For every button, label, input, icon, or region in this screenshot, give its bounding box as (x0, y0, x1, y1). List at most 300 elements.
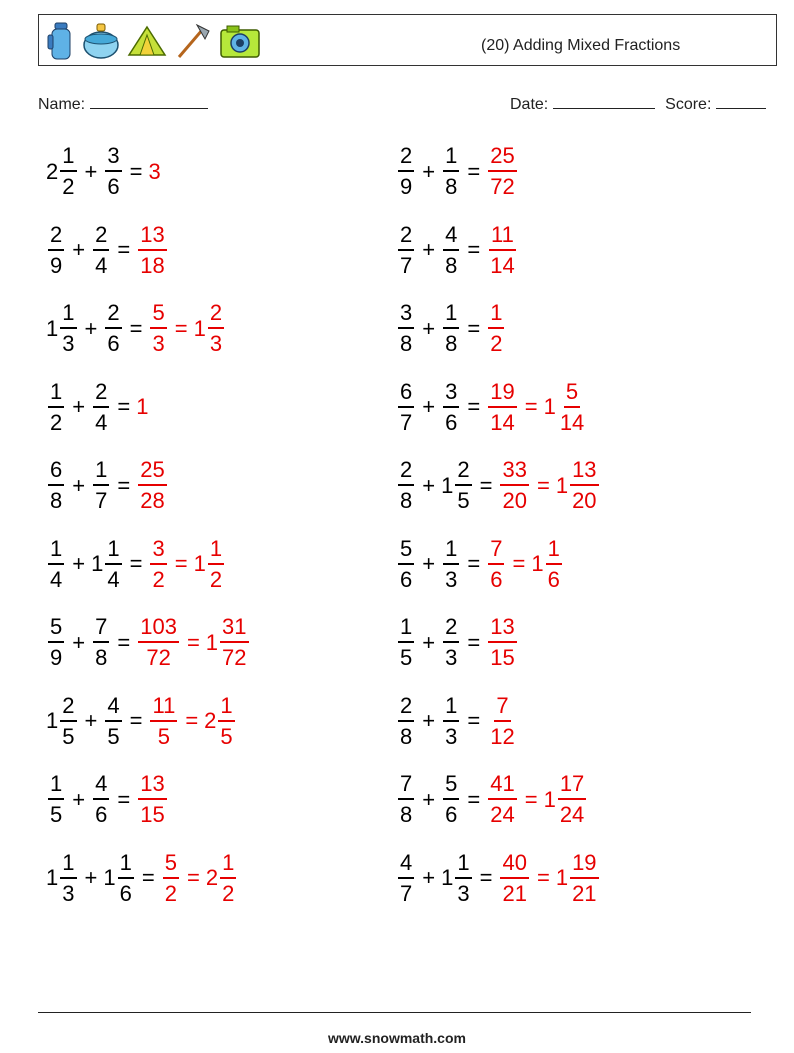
answer-part-2-fraction (558, 773, 586, 826)
plus-sign: + (422, 158, 436, 184)
problem-11 (46, 535, 226, 592)
operand-b-numerator: 1 (93, 459, 109, 486)
operand-b-numerator: 1 (455, 852, 471, 879)
answer (136, 773, 168, 826)
answer-part-1-numerator: 103 (138, 616, 179, 643)
answer-part-2-whole: 2 (204, 708, 217, 733)
operand-a-fraction (48, 773, 64, 826)
answer-part-1-fraction (138, 221, 166, 278)
operand-a-numerator: 1 (60, 852, 76, 879)
answer (486, 616, 518, 669)
plus-sign: + (422, 315, 436, 341)
operand-a-numerator: 2 (60, 695, 76, 722)
operand-b-fraction (443, 535, 459, 592)
footer-divider (38, 1012, 751, 1013)
answer-part-1-numerator: 13 (138, 773, 166, 800)
answer-part-1-numerator: 11 (489, 224, 516, 251)
answer-part-1-fraction (138, 773, 166, 826)
operand-b-fraction (443, 773, 459, 826)
operand-a-denominator: 7 (400, 409, 413, 435)
answer (486, 145, 518, 198)
problem-15 (46, 692, 237, 749)
answer-part-2-numerator: 1 (220, 852, 236, 879)
answer (498, 849, 600, 906)
answer-part-1-numerator: 40 (500, 852, 528, 879)
answer-part-2-fraction (208, 302, 224, 355)
answer-part-2-numerator: 2 (208, 302, 224, 329)
operand-b-denominator: 8 (95, 645, 108, 670)
answer-equals-sign: = (174, 551, 188, 576)
plus-sign: + (422, 394, 436, 419)
problem-18 (396, 773, 588, 826)
operand-a-fraction (398, 692, 414, 749)
operand-b-fraction (443, 378, 459, 435)
operand-a-numerator: 1 (398, 616, 414, 643)
operand-a-denominator: 8 (50, 488, 63, 513)
answer-part-1-denominator: 6 (490, 566, 503, 592)
operand-a-numerator: 7 (398, 773, 414, 800)
operand-b-numerator: 4 (93, 773, 109, 800)
operand-a-denominator: 3 (62, 331, 75, 356)
answer-part-2-numerator: 1 (218, 695, 234, 722)
problem-6 (396, 302, 506, 355)
answer (486, 302, 506, 355)
operand-b-fraction (93, 221, 109, 278)
answer-part-2-denominator: 5 (220, 723, 233, 749)
answer-part-2-whole: 1 (193, 315, 206, 341)
answer-part-2-denominator: 24 (559, 802, 585, 827)
equals-sign: = (467, 551, 481, 576)
operand-a-denominator: 7 (400, 880, 413, 906)
problem-2 (396, 145, 519, 198)
answer-part-2-denominator: 2 (222, 880, 235, 906)
plus-sign: + (422, 237, 436, 262)
answer-part-1-fraction (488, 302, 504, 355)
operand-b-numerator: 2 (93, 224, 109, 251)
operand-a-denominator: 6 (400, 566, 413, 592)
answer-part-1-denominator: 24 (490, 802, 515, 827)
operand-b-numerator: 3 (105, 145, 121, 172)
answer-part-1-numerator: 3 (150, 538, 166, 565)
equals-sign: = (117, 786, 131, 812)
answer-part-1-numerator: 25 (488, 145, 516, 172)
equals-sign: = (129, 551, 143, 576)
plus-sign: + (422, 472, 436, 498)
operand-b-denominator: 4 (95, 252, 108, 278)
answer-part-1-numerator: 33 (500, 459, 528, 486)
answer-part-1-numerator: 7 (494, 695, 510, 722)
operand-a-denominator: 2 (62, 174, 75, 199)
answer (148, 692, 236, 749)
answer-part-1-denominator: 18 (140, 252, 165, 278)
answer-equals-sign: = (186, 865, 200, 890)
operand-a-denominator: 4 (50, 566, 63, 592)
answer-part-1-whole: 3 (148, 158, 161, 184)
operand-a-fraction (60, 302, 76, 355)
operand-b-denominator: 8 (445, 252, 458, 278)
equals-sign: = (117, 472, 131, 498)
score-label: Score: (665, 96, 712, 113)
operand-b-whole: 1 (103, 865, 116, 890)
answer-part-1-fraction (150, 535, 166, 592)
answer-part-2-whole: 1 (555, 865, 569, 890)
operand-b-fraction (105, 692, 121, 749)
plus-sign: + (422, 786, 436, 812)
answer-part-1-numerator: 25 (138, 459, 166, 486)
problem-13 (46, 616, 251, 669)
problem-4 (396, 221, 519, 278)
operand-b-denominator: 6 (95, 802, 108, 827)
equals-sign: = (129, 708, 143, 733)
operand-a-fraction (48, 378, 64, 435)
answer-part-1-fraction (488, 692, 516, 749)
answer (136, 221, 168, 278)
answer-part-2-whole: 1 (555, 472, 569, 498)
operand-b-numerator: 2 (455, 459, 471, 486)
operand-b-denominator: 8 (445, 174, 458, 199)
answer-part-2-denominator: 3 (209, 331, 223, 356)
operand-a-fraction (398, 535, 414, 592)
operand-a-fraction (60, 145, 76, 198)
answer-part-1-fraction (138, 459, 166, 512)
operand-b-denominator: 6 (445, 802, 458, 827)
operand-b-denominator: 3 (445, 723, 458, 749)
plus-sign: + (422, 551, 436, 576)
operand-b-numerator: 2 (93, 381, 109, 408)
plus-sign: + (72, 551, 86, 576)
operand-b-denominator: 4 (95, 409, 108, 435)
problem-10 (396, 459, 601, 512)
answer (498, 459, 600, 512)
answer (148, 535, 226, 592)
answer-part-2-whole: 2 (205, 865, 219, 890)
operand-b-numerator: 1 (118, 852, 134, 879)
answer-part-1-numerator: 13 (138, 224, 166, 251)
equals-sign: = (117, 629, 131, 655)
operand-a-fraction (60, 849, 76, 906)
answer-part-1-fraction (488, 378, 516, 435)
answer (136, 616, 250, 669)
operand-a-denominator: 2 (50, 409, 63, 435)
equals-sign: = (467, 708, 481, 733)
answer-part-2-denominator: 21 (572, 880, 597, 906)
answer-part-2-fraction (570, 459, 598, 512)
problem-1 (46, 145, 161, 198)
equals-sign: = (117, 237, 131, 262)
operand-b-numerator: 7 (93, 616, 109, 643)
equals-sign: = (467, 315, 481, 341)
answer-part-2-denominator: 6 (547, 566, 560, 592)
operand-b-fraction (443, 692, 459, 749)
equals-sign: = (129, 315, 143, 341)
answer-part-1-numerator: 41 (488, 773, 516, 800)
answer-part-2-numerator: 31 (220, 616, 248, 643)
plus-sign: + (72, 472, 86, 498)
answer-part-2-denominator: 2 (209, 566, 223, 592)
answer (486, 378, 588, 435)
operand-b-numerator: 1 (105, 538, 121, 565)
answer-part-2-numerator: 17 (558, 773, 586, 800)
answer-part-2-fraction (218, 692, 234, 749)
operand-b-numerator: 2 (105, 302, 121, 329)
answer-part-1-denominator: 28 (140, 488, 165, 513)
answer-part-2-denominator: 20 (572, 488, 597, 513)
operand-a-numerator: 1 (48, 538, 64, 565)
problem-8 (396, 378, 588, 435)
operand-b-fraction (443, 145, 459, 198)
answer-part-1-numerator: 5 (150, 302, 166, 329)
footer-url: www.snowmath.com (328, 1030, 466, 1046)
equals-sign: = (117, 394, 131, 419)
operand-a-whole: 1 (46, 315, 59, 341)
operand-a-numerator: 6 (398, 381, 414, 408)
operand-a-numerator: 1 (48, 773, 64, 800)
answer-part-2-numerator: 1 (208, 538, 224, 565)
operand-a-fraction (398, 221, 414, 278)
operand-b-numerator: 4 (443, 224, 459, 251)
answer-part-1-numerator: 11 (150, 695, 177, 722)
answer-part-1-denominator: 14 (490, 252, 515, 278)
operand-a-fraction (398, 378, 414, 435)
operand-a-denominator: 9 (400, 174, 413, 199)
operand-b-numerator: 4 (105, 695, 121, 722)
answer-part-1-denominator: 15 (490, 645, 515, 670)
answer-part-2-fraction (570, 849, 598, 906)
answer-part-2-numerator: 1 (546, 538, 562, 565)
answer-equals-sign: = (174, 315, 188, 341)
answer-part-2-denominator: 14 (559, 409, 585, 435)
operand-a-fraction (398, 145, 414, 198)
plus-sign: + (72, 629, 86, 655)
equals-sign: = (467, 158, 481, 184)
operand-b-fraction (443, 302, 459, 355)
operand-a-denominator: 5 (62, 723, 75, 749)
operand-a-denominator: 8 (400, 488, 413, 513)
operand-a-denominator: 5 (400, 645, 413, 670)
answer-equals-sign: = (524, 394, 538, 419)
operand-a-numerator: 4 (398, 852, 414, 879)
answer-part-2-whole: 1 (193, 551, 206, 576)
plus-sign: + (72, 237, 86, 262)
operand-b-denominator: 6 (107, 174, 120, 199)
operand-a-numerator: 6 (48, 459, 64, 486)
operand-a-denominator: 9 (50, 645, 63, 670)
plus-sign: + (422, 708, 436, 733)
answer-part-1-denominator: 14 (490, 409, 515, 435)
operand-b-numerator: 1 (443, 145, 459, 172)
answer-part-1-fraction (488, 535, 504, 592)
answer-part-1-denominator: 72 (490, 174, 515, 199)
answer-equals-sign: = (186, 629, 200, 655)
problem-9 (46, 459, 169, 512)
answer-part-2-numerator: 19 (570, 852, 598, 879)
answer-part-2-whole: 1 (543, 394, 556, 419)
operand-a-numerator: 2 (398, 224, 414, 251)
answer-part-2-denominator: 72 (222, 645, 247, 670)
operand-b-denominator: 5 (107, 723, 120, 749)
answer-part-1-denominator: 2 (490, 331, 503, 356)
operand-a-fraction (398, 773, 414, 826)
answer (136, 459, 168, 512)
operand-a-numerator: 5 (398, 538, 414, 565)
operand-a-denominator: 8 (400, 802, 413, 827)
answer-equals-sign: = (512, 551, 526, 576)
operand-b-numerator: 3 (443, 381, 459, 408)
operand-a-numerator: 1 (60, 302, 76, 329)
operand-a-denominator: 3 (62, 880, 75, 906)
operand-b-numerator: 5 (443, 773, 459, 800)
operand-b-fraction (105, 145, 121, 198)
operand-a-fraction (48, 221, 64, 278)
plus-sign: + (422, 865, 436, 890)
operand-b-denominator: 6 (119, 880, 132, 906)
operand-b-numerator: 1 (443, 695, 459, 722)
operand-b-denominator: 6 (107, 331, 120, 356)
answer-part-1-denominator: 21 (502, 880, 527, 906)
equals-sign: = (467, 237, 481, 262)
problem-12 (396, 535, 564, 592)
answer (148, 302, 226, 355)
operand-a-numerator: 2 (398, 459, 414, 486)
plus-sign: + (72, 786, 86, 812)
equals-sign: = (479, 865, 493, 890)
answer-part-1-numerator: 19 (488, 381, 516, 408)
answer-part-1-numerator: 5 (163, 852, 179, 879)
answer-part-1-fraction (163, 849, 179, 906)
answer-part-1-fraction (488, 145, 516, 198)
operand-a-numerator: 2 (48, 224, 64, 251)
answer-part-2-numerator: 13 (570, 459, 598, 486)
equals-sign: = (467, 786, 481, 812)
operand-a-fraction (60, 692, 76, 749)
answer-part-2-numerator: 5 (564, 381, 580, 408)
operand-a-fraction (48, 616, 64, 669)
answer-part-1-fraction (488, 221, 516, 278)
operand-a-fraction (398, 849, 414, 906)
operand-a-numerator: 1 (60, 145, 76, 172)
operand-a-fraction (48, 535, 64, 592)
answer-part-2-fraction (208, 535, 224, 592)
operand-b-whole: 1 (91, 551, 104, 576)
name-label: Name: (38, 96, 86, 113)
operand-a-whole: 1 (46, 865, 59, 890)
answer-part-2-fraction (220, 616, 248, 669)
plus-sign: + (84, 865, 98, 890)
operand-a-denominator: 8 (400, 723, 413, 749)
equals-sign: = (129, 158, 143, 184)
plus-sign: + (84, 315, 98, 341)
answer-part-1-fraction (488, 773, 516, 826)
operand-a-numerator: 2 (398, 145, 414, 172)
answer-part-1-fraction (150, 692, 177, 749)
operand-b-whole: 1 (441, 865, 454, 890)
operand-b-numerator: 1 (443, 302, 459, 329)
operand-b-fraction (93, 616, 109, 669)
operand-b-denominator: 3 (457, 880, 470, 906)
answer (148, 158, 161, 184)
answer-part-1-whole: 1 (136, 394, 149, 419)
operand-b-denominator: 8 (445, 331, 458, 356)
operand-a-numerator: 2 (398, 695, 414, 722)
operand-b-fraction (443, 221, 459, 278)
answer (486, 221, 518, 278)
answer-part-1-denominator: 12 (490, 723, 515, 749)
equals-sign: = (467, 394, 481, 419)
operand-b-fraction (93, 459, 109, 512)
operand-b-fraction (93, 378, 109, 435)
equals-sign: = (479, 472, 493, 498)
problem-14 (396, 616, 519, 669)
plus-sign: + (84, 158, 98, 184)
answer-equals-sign: = (536, 472, 550, 498)
problem-5 (46, 302, 226, 355)
answer-equals-sign: = (185, 708, 199, 733)
operand-b-whole: 1 (441, 472, 454, 498)
answer (136, 396, 148, 418)
answer (486, 535, 564, 592)
answer-part-1-fraction (500, 459, 528, 512)
operand-a-fraction (48, 459, 64, 512)
worksheet-title: (20) Adding Mixed Fractions (481, 37, 681, 54)
problem-17 (46, 773, 169, 826)
answer-part-1-denominator: 3 (152, 331, 165, 356)
operand-b-denominator: 6 (445, 409, 458, 435)
operand-b-fraction (105, 302, 121, 355)
plus-sign: + (72, 394, 86, 419)
plus-sign: + (84, 708, 98, 733)
answer-part-1-denominator: 15 (140, 802, 165, 827)
answer-part-1-numerator: 13 (488, 616, 516, 643)
plus-sign: + (422, 629, 436, 655)
operand-a-denominator: 7 (400, 252, 413, 278)
answer-part-1-denominator: 72 (146, 645, 171, 670)
answer-part-2-whole: 1 (205, 629, 219, 655)
operand-a-fraction (398, 302, 414, 355)
problem-16 (396, 692, 519, 749)
answer-part-1-denominator: 2 (164, 880, 177, 906)
operand-a-denominator: 9 (50, 252, 63, 278)
operand-b-denominator: 4 (107, 566, 120, 592)
operand-a-denominator: 8 (400, 331, 413, 356)
operand-b-fraction (455, 849, 471, 906)
answer (486, 692, 518, 749)
answer-part-2-fraction (220, 849, 236, 906)
equals-sign: = (141, 865, 155, 890)
operand-a-numerator: 3 (398, 302, 414, 329)
operand-b-numerator: 2 (443, 616, 459, 643)
problem-19 (46, 849, 238, 906)
operand-b-fraction (105, 535, 121, 592)
answer-part-1-denominator: 20 (502, 488, 527, 513)
answer-part-1-numerator: 1 (488, 302, 504, 329)
operand-a-denominator: 5 (50, 802, 63, 827)
operand-b-denominator: 3 (445, 566, 458, 592)
answer (161, 849, 239, 906)
operand-b-denominator: 3 (445, 645, 458, 670)
operand-a-numerator: 1 (48, 381, 64, 408)
operand-b-denominator: 5 (457, 488, 470, 513)
answer-part-2-whole: 1 (531, 551, 544, 576)
answer-part-2-fraction (558, 378, 586, 435)
answer-equals-sign: = (524, 786, 538, 812)
operand-b-fraction (93, 773, 109, 826)
operand-a-fraction (398, 616, 414, 669)
operand-b-fraction (443, 616, 459, 669)
answer-part-2-whole: 1 (543, 786, 556, 812)
answer-part-1-fraction (138, 616, 179, 669)
operand-b-fraction (455, 459, 471, 512)
equals-sign: = (467, 629, 481, 655)
